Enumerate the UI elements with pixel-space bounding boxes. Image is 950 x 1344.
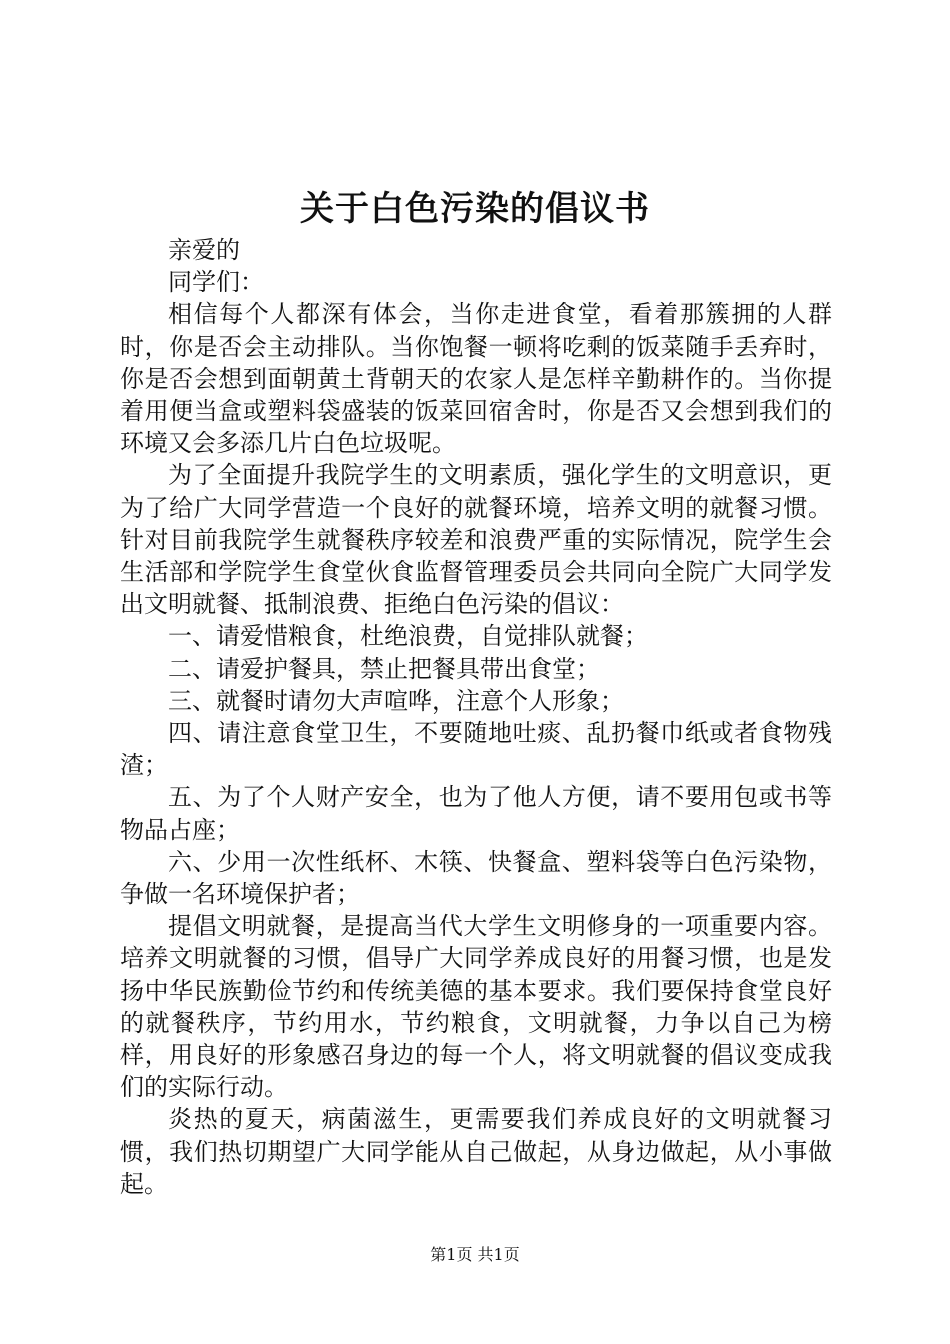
proposal-item-3: 三、就餐时请勿大声喧哗，注意个人形象； [168,686,624,715]
document-title: 关于白色污染的倡议书 [300,189,650,229]
paragraph-intro: 相信每个人都深有体会，当你走进食堂，看着那簇拥的人群时，你是否会主动排队。当你饱餐一顿将吃剩的饭菜随手丢弃时，你是否会想到面朝黄土背朝天的农家人是怎样辛勤耕作的。当你提着用便当盒或塑料袋盛装的饭菜回宿舍时，你是否又会想到我们的环境又会多添几片白色垃圾呢。 [120,300,832,458]
paragraph-advocacy: 提倡文明就餐，是提高当代大学生文明修身的一项重要内容。培养文明就餐的习惯，倡导广大同学养成良好的用餐习惯，也是发扬中华民族勤俭节约和传统美德的基本要求。我们要保持食堂良好的就餐秩序，节约用水，节约粮食，文明就餐，力争以自己为榜样，用良好的形象感召身边的每一个人，将文明就餐的倡议变成我们的实际行动。 [120,912,832,1102]
proposal-item-6: 六、少用一次性纸杯、木筷、快餐盒、塑料袋等白色污染物，争做一名环境保护者； [120,847,832,909]
proposal-item-1: 一、请爱惜粮食，杜绝浪费，自觉排队就餐； [168,622,648,651]
paragraph-purpose: 为了全面提升我院学生的文明素质，强化学生的文明意识，更为了给广大同学营造一个良好的就餐环境，培养文明的就餐习惯。针对目前我院学生就餐秩序较差和浪费严重的实际情况，院学生会生活部和学院学生食堂伙食监督管理委员会共同向全院广大同学发出文明就餐、抵制浪费、拒绝白色污染的倡议： [120,461,832,619]
paragraph-greeting-1: 亲爱的 [168,236,240,264]
proposal-item-2: 二、请爱护餐具，禁止把餐具带出食堂； [168,654,600,683]
paragraph-closing: 炎热的夏天，病菌滋生，更需要我们养成良好的文明就餐习惯，我们热切期望广大同学能从自己做起，从身边做起，从小事做起。 [120,1105,832,1198]
proposal-item-4: 四、请注意食堂卫生，不要随地吐痰、乱扔餐巾纸或者食物残渣； [120,719,832,780]
page-footer: 第1页 共1页 [430,1245,520,1264]
document-body [120,234,832,1200]
proposal-item-5: 五、为了个人财产安全，也为了他人方便，请不要用包或书等物品占座； [120,783,832,844]
paragraph-greeting-2: 同学们： [168,268,264,297]
